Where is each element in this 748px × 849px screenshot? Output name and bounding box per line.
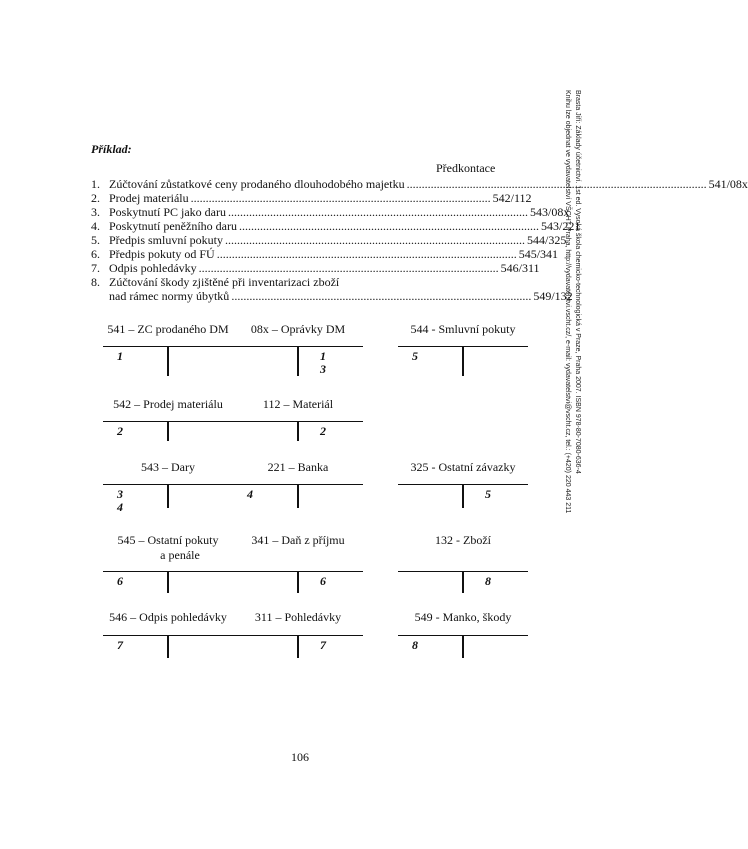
item-code: 542/112 (492, 191, 532, 205)
account-title: 545 – Ostatní pokuty (117, 533, 219, 547)
leader-dots: .................................................................................................... (190, 191, 491, 205)
item-code: 543/08x (530, 205, 570, 219)
account-title: 546 – Odpis pohledávky (109, 610, 227, 624)
page-number: 106 (291, 750, 309, 764)
account-title: 543 – Dary (141, 460, 195, 474)
debit-entry: 5 (412, 349, 418, 363)
credit-entry: 6 (320, 574, 326, 588)
account-title: 112 – Materiál (262, 397, 334, 411)
list-item (91, 233, 567, 247)
debit-entry: 4 (117, 500, 123, 514)
t-account-vertical-line (167, 421, 169, 441)
credit-entry: 8 (485, 574, 491, 588)
sidebar-order-info: Knihu lze objednat ve vydavatelství VŠCHT Praha, http://vydavatelstvi.vscht.cz/, e-mail: vydavatelstvi@vscht.cz, tel.: (+420) 220 443 211 (564, 90, 571, 514)
item-number: 4. (91, 219, 100, 233)
leader-dots: .................................................................................................... (198, 261, 499, 275)
predkontace-header: Předkontace (436, 161, 496, 175)
item-number: 3. (91, 205, 100, 219)
credit-entry: 3 (320, 362, 326, 376)
account-title: 544 - Smluvní pokuty (410, 322, 516, 336)
list-item (91, 205, 570, 219)
item-number: 5. (91, 233, 100, 247)
account-title: 08x – Oprávky DM (250, 322, 346, 336)
debit-entry: 4 (247, 487, 253, 501)
account-title: 311 – Pohledávky (254, 610, 342, 624)
t-account-vertical-line (462, 571, 464, 593)
t-account-vertical-line (462, 635, 464, 658)
list-item (91, 275, 501, 289)
list-item (91, 219, 581, 233)
account-title: 221 – Banka (267, 460, 329, 474)
item-code: 545/341 (518, 247, 559, 261)
credit-entry: 5 (485, 487, 491, 501)
debit-entry: 1 (117, 349, 123, 363)
item-number: 1. (91, 177, 100, 191)
item-code: 541/08x (708, 177, 748, 191)
account-title: 325 - Ostatní závazky (410, 460, 516, 474)
account-title-line2: a penále (160, 548, 200, 562)
credit-entry: 7 (320, 638, 326, 652)
account-title: 549 - Manko, škody (414, 610, 512, 624)
item-number: 7. (91, 261, 100, 275)
item-text: Prodej materiálu (109, 191, 189, 205)
credit-entry: 2 (320, 424, 326, 438)
item-number (91, 289, 109, 303)
t-account-vertical-line (297, 346, 299, 376)
account-title: 132 - Zboží (435, 533, 491, 547)
account-title: 542 – Prodej materiálu (113, 397, 223, 411)
list-item (91, 177, 748, 191)
item-text: Zúčtování škody zjištěné při inventarizaci zboží (109, 275, 340, 289)
list-item (91, 289, 573, 303)
t-account-vertical-line (297, 421, 299, 441)
list-item (91, 261, 540, 275)
t-account-vertical-line (297, 571, 299, 593)
debit-entry: 7 (117, 638, 123, 652)
item-text: Předpis smluvní pokuty (109, 233, 224, 247)
t-account-vertical-line (167, 571, 169, 593)
list-item (91, 191, 532, 205)
t-account-vertical-line (167, 346, 169, 376)
t-account-vertical-line (167, 484, 169, 508)
item-text: Zúčtování zůstatkové ceny prodaného dlouhodobého majetku (109, 177, 405, 191)
item-number: 8. (91, 275, 100, 289)
account-title: 541 – ZC prodaného DM (107, 322, 229, 336)
t-account-vertical-line (297, 635, 299, 658)
item-number: 6. (91, 247, 100, 261)
leader-dots: .................................................................................................... (216, 247, 517, 261)
leader-dots: .................................................................................................... (228, 205, 529, 219)
example-heading: Příklad: (91, 142, 132, 156)
item-text: Odpis pohledávky (109, 261, 197, 275)
leader-dots: .................................................................................................... (225, 233, 526, 247)
debit-entry: 6 (117, 574, 123, 588)
debit-entry: 3 (117, 487, 123, 501)
item-number: 2. (91, 191, 100, 205)
credit-entry: 1 (320, 349, 326, 363)
item-code: 543/221 (540, 219, 581, 233)
item-code: 549/132 (533, 289, 573, 303)
item-code: 544/325 (527, 233, 567, 247)
item-text: Poskytnutí PC jako daru (109, 205, 227, 219)
leader-dots: .................................................................................................... (231, 289, 532, 303)
debit-entry: 8 (412, 638, 418, 652)
item-code: 546/311 (500, 261, 540, 275)
item-text: Předpis pokuty od FÚ (109, 247, 215, 261)
debit-entry: 2 (117, 424, 123, 438)
item-text: Poskytnutí peněžního daru (109, 219, 237, 233)
leader-dots: .................................................................................................... (238, 219, 539, 233)
t-account-vertical-line (462, 346, 464, 376)
account-title: 341 – Daň z příjmu (251, 533, 345, 547)
list-item (91, 247, 559, 261)
item-text: nad rámec normy úbytků (109, 289, 230, 303)
t-account-vertical-line (167, 635, 169, 658)
t-account-vertical-line (297, 484, 299, 508)
leader-dots: .................................................................................................... (406, 177, 707, 191)
sidebar-citation: Brasta Jiří: Základy účetnictví. 1st ed. Vysoká škola chemicko-technologická v Praze, Praha 2007. ISBN 978-80-7080-636-4 (574, 90, 581, 474)
t-account-vertical-line (462, 484, 464, 508)
